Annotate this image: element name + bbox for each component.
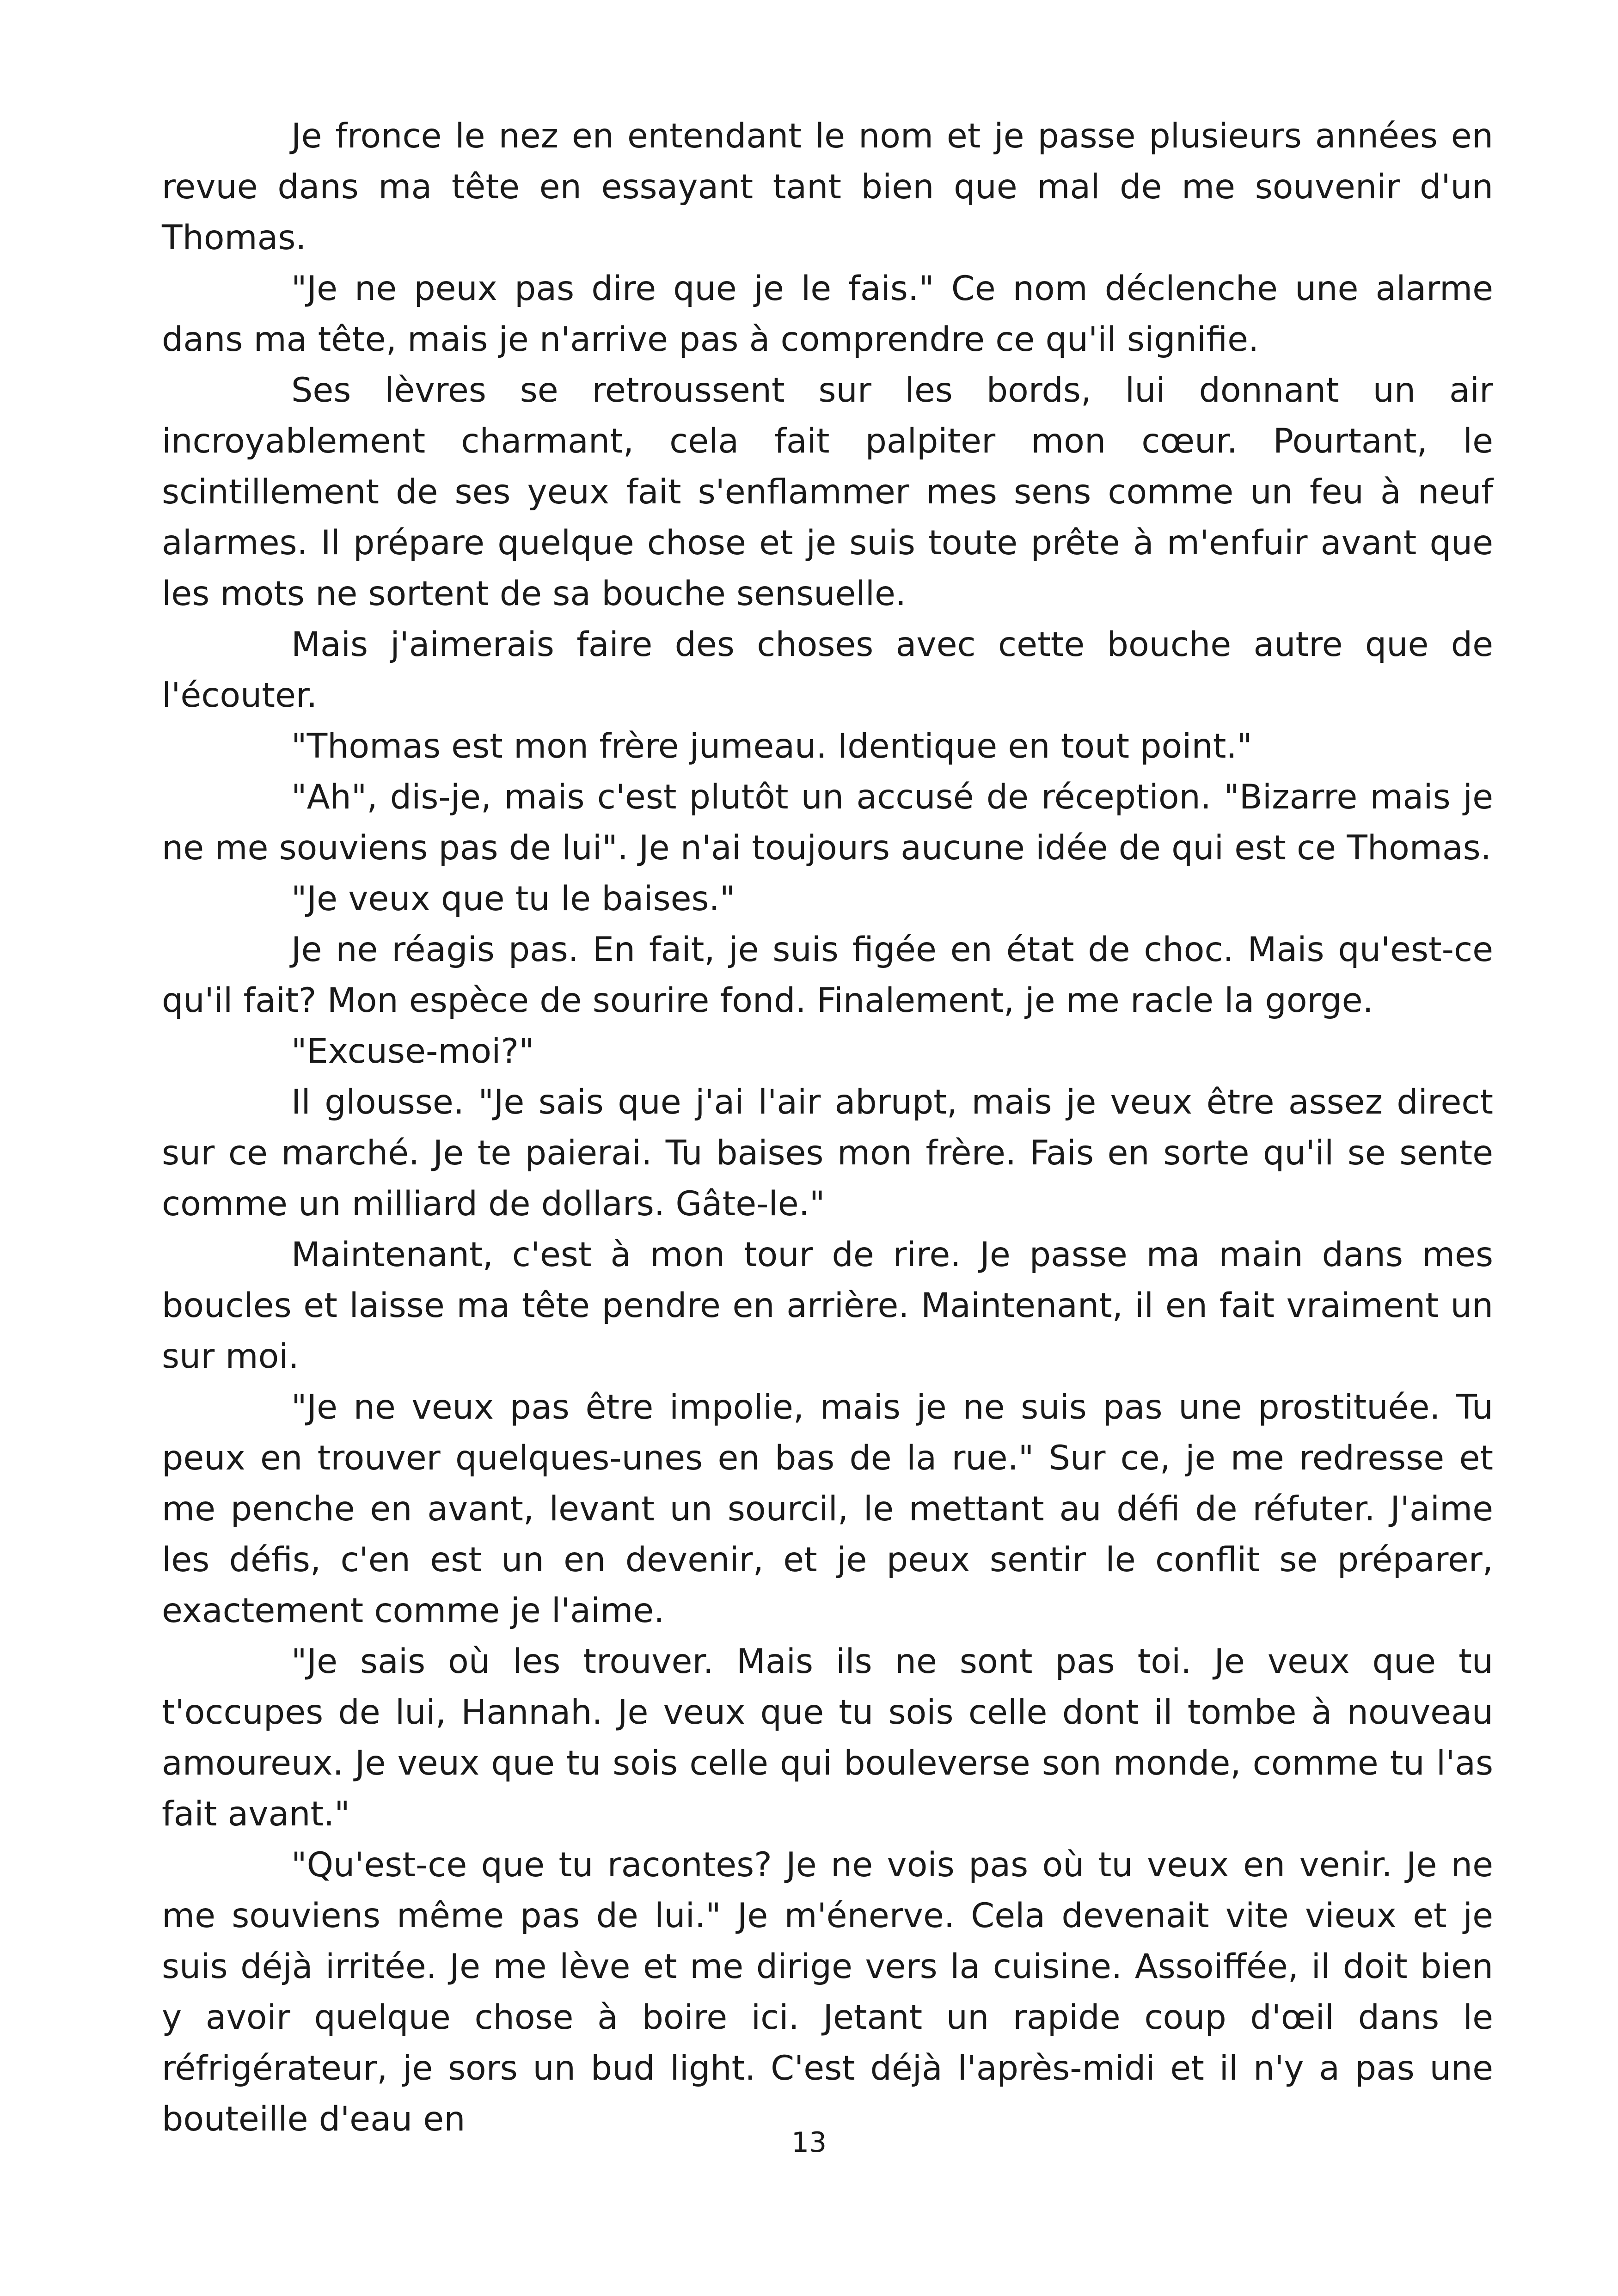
paragraph: "Excuse-moi?" <box>291 1032 534 1071</box>
paragraph: "Qu'est-ce que tu racontes? Je ne vois pas où tu veux en venir. Je ne me souviens même pas de lui." Je m'énerve. Cela devenait vite vieux et je suis déjà irritée. Je me lève et me dirige vers la cuisine. Assoiffée, il doit bien y avoir quelque chose à boire ici. Jetant un rapide coup d'œil dans le réfrigérateur, je sors un bud light. C'est déjà l'après-midi et il n'y a pas une bouteille d'eau en <box>162 1845 1493 2139</box>
page-number: 13 <box>791 2126 827 2159</box>
paragraph: "Je sais où les trouver. Mais ils ne sont pas toi. Je veux que tu t'occupes de lui, Hannah. Je veux que tu sois celle dont il tombe à nouveau amoureux. Je veux que tu sois celle qui bouleverse son monde, comme tu l'as fait avant." <box>162 1642 1493 1834</box>
paragraph: "Je ne peux pas dire que je le fais." Ce nom déclenche une alarme dans ma tête, mais je n'arrive pas à comprendre ce qu'il signifie. <box>162 269 1493 359</box>
paragraph: Maintenant, c'est à mon tour de rire. Je passe ma main dans mes boucles et laisse ma tête pendre en arrière. Maintenant, il en fait vraiment un sur moi. <box>162 1235 1493 1376</box>
paragraph: Je fronce le nez en entendant le nom et je passe plusieurs années en revue dans ma tête en essayant tant bien que mal de me souvenir d'un Thomas. <box>162 116 1493 257</box>
paragraph: "Je ne veux pas être impolie, mais je ne suis pas une prostituée. Tu peux en trouver quelques-unes en bas de la rue." Sur ce, je me redresse et me penche en avant, levant un sourcil, le mettant au défi de réfuter. J'aime les défis, c'en est un en devenir, et je peux sentir le conflit se préparer, exactement comme je l'aime. <box>162 1388 1493 1630</box>
paragraph: Ses lèvres se retroussent sur les bords, lui donnant un air incroyablement charmant, cela fait palpiter mon cœur. Pourtant, le scintillement de ses yeux fait s'enflammer mes sens comme un feu à neuf alarmes. Il prépare quelque chose et je suis toute prête à m'enfuir avant que les mots ne sortent de sa bouche sensuelle. <box>162 371 1493 613</box>
paragraph: "Thomas est mon frère jumeau. Identique en tout point." <box>291 727 1253 766</box>
paragraph: "Je veux que tu le baises." <box>291 879 735 918</box>
page-body <box>162 111 1493 2145</box>
paragraph: Il glousse. "Je sais que j'ai l'air abrupt, mais je veux être assez direct sur ce marché. Je te paierai. Tu baises mon frère. Fais en sorte qu'il se sente comme un milliard de dollars. Gâte-le." <box>162 1083 1493 1224</box>
paragraph: Mais j'aimerais faire des choses avec cette bouche autre que de l'écouter. <box>162 625 1493 715</box>
paragraph: "Ah", dis-je, mais c'est plutôt un accusé de réception. "Bizarre mais je ne me souviens pas de lui". Je n'ai toujours aucune idée de qui est ce Thomas. <box>162 778 1493 868</box>
paragraph: Je ne réagis pas. En fait, je suis figée en état de choc. Mais qu'est-ce qu'il fait? Mon espèce de sourire fond. Finalement, je me racle la gorge. <box>162 930 1493 1020</box>
